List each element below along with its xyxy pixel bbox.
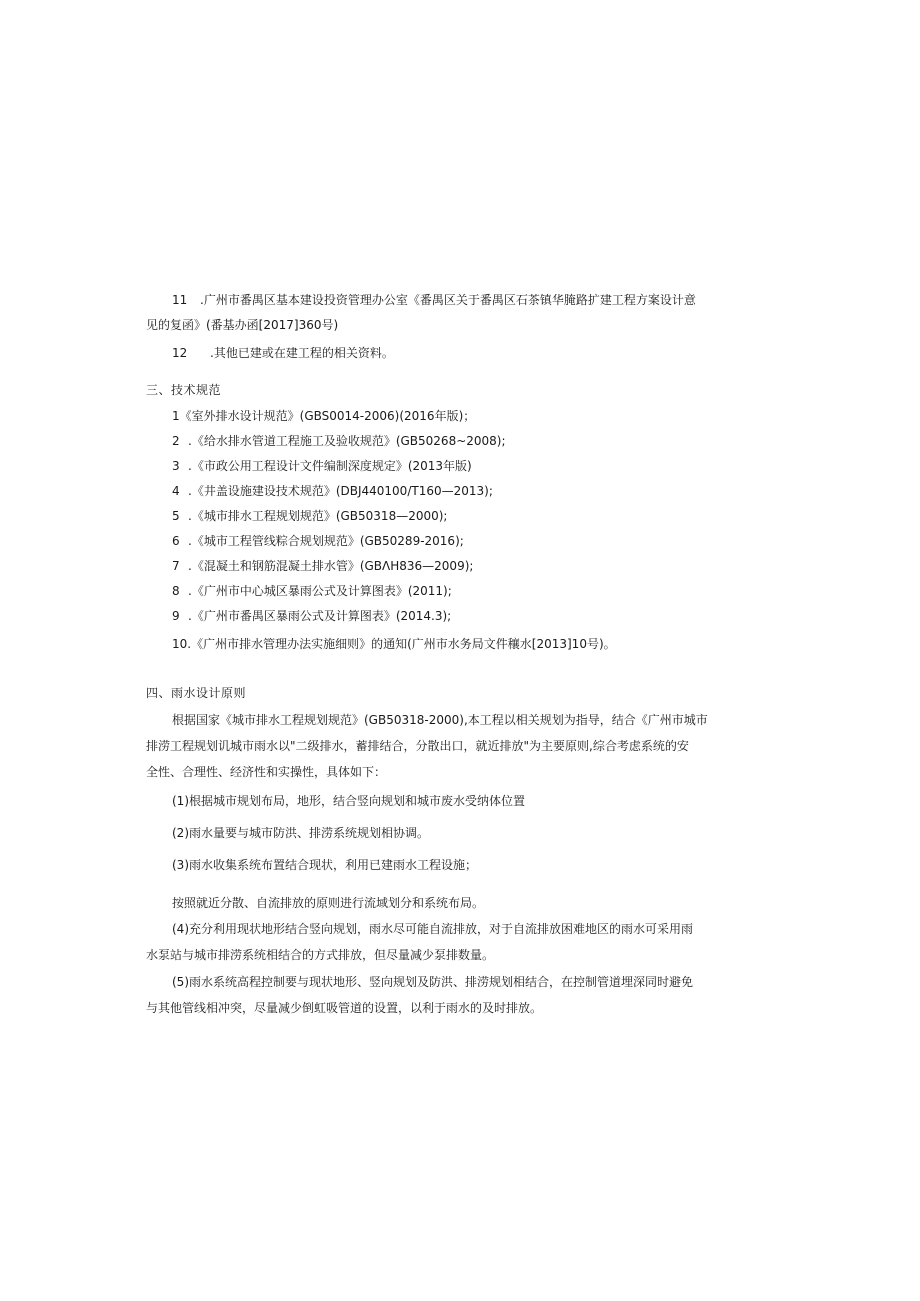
standard-item-1 (172, 408, 475, 424)
standard-number: 4 (172, 484, 180, 498)
standard-text: 《广州市排水管理办法实施细则》的通知(广州市水务局文件穰水[2013]10号)。 (191, 637, 616, 651)
standard-number: 2 (172, 434, 180, 448)
standard-item-5 (172, 508, 447, 524)
standard-item-6 (172, 533, 464, 549)
ref-text: .其他已建或在建工程的相关资料。 (210, 346, 394, 360)
standard-number: 9 (172, 609, 180, 623)
standard-item-8 (172, 583, 452, 599)
principle-5-line-2: 与其他管线相冲突，尽量减少倒虹吸管道的设置，以利于雨水的及时排放。 (146, 1001, 543, 1015)
standard-text: .《市政公用工程设计文件编制深度规定》(2013年版) (188, 459, 472, 473)
standard-number: 3 (172, 459, 180, 473)
principle-layout-note: 按照就近分散、自流排放的原则进行流域划分和系统布局。 (172, 896, 485, 910)
ref-number: 12 (172, 346, 188, 360)
standard-item-9 (172, 608, 451, 624)
ref-item-11 (172, 292, 696, 308)
intro-line-1: 根据国家《城市排水工程规划规范》(GB50318-2000),本工程以相关规划为指导，结合《广州市城市 (172, 713, 708, 727)
standard-item-4 (172, 483, 493, 499)
standard-text: .《井盖设施建设技术规范》(DBJ440100/T160—2013); (188, 484, 493, 498)
section-4-title: 四、雨水设计原则 (146, 686, 247, 700)
standard-text: .《城市工程管线粽合规划规范》(GB50289-2016); (188, 534, 464, 548)
intro-line-3: 全性、合理性、经济性和实操性，具体如下： (146, 765, 387, 779)
intro-line-2: 排涝工程规划讥城市雨水以"二级排水，蓄排结合，分散出口，就近排放"为主要原则,综合考虑系统的安 (146, 739, 689, 753)
principle-4-line-1: (4)充分利用现状地形结合竖向规划，雨水尽可能自流排放，对于自流排放困难地区的雨水可采用雨 (172, 922, 694, 936)
ref-text: .广州市番禺区基本建设投资管理办公室《番禺区关于番禺区石茶镇华腌路扩建工程方案设计意 (200, 293, 696, 307)
principle-1: (1)根据城市规划布局，地形，结合竖向规划和城市废水受纳体位置 (172, 794, 526, 808)
ref-number: 11 (172, 293, 188, 307)
standard-number: 7 (172, 559, 180, 573)
principle-4-line-2: 水泵站与城市排涝系统相结合的方式排放，但尽量减少泵排数量。 (146, 948, 495, 962)
standard-text: .《广州市番禺区暴雨公式及计算图表》(2014.3); (188, 609, 452, 623)
section-3-title: 三、技术规范 (146, 383, 222, 397)
standard-item-10 (172, 636, 616, 652)
principle-5-line-1: (5)雨水系统高程控制要与现状地形、竖向规划及防洪、排涝规划相结合，在控制管道埋深同时避免 (172, 975, 694, 989)
standard-number: 6 (172, 534, 180, 548)
standard-number: 8 (172, 584, 180, 598)
standard-item-2 (172, 433, 506, 449)
standard-text: .《城市排水工程规划规范》(GB50318—2000); (188, 509, 448, 523)
standard-text: 《室外排水设计规范》(GBS0014-2006)(2016年版)； (179, 409, 476, 423)
standard-number: 10. (172, 637, 192, 651)
principle-2: (2)雨水量要与城市防洪、排涝系统规划相协调。 (172, 826, 429, 840)
standard-text: .《混凝土和钢筋混凝土排水管》(GBΛH836—2009); (188, 559, 474, 573)
standard-number: 5 (172, 509, 180, 523)
principle-3: (3)雨水收集系统布置结合现状，利用已建雨水工程设施； (172, 858, 478, 872)
standard-text: .《给水排水管道工程施工及验收规范》(GB50268~2008); (188, 434, 506, 448)
ref-item-12 (172, 345, 394, 361)
standard-text: .《广州市中心城区暴雨公式及计算图表》(2011); (188, 584, 452, 598)
ref-item-11-continuation: 见的复函》(番基办函[2017]360号) (146, 318, 339, 332)
standard-item-3 (172, 458, 472, 474)
standard-item-7 (172, 558, 473, 574)
standard-number: 1 (172, 409, 180, 423)
